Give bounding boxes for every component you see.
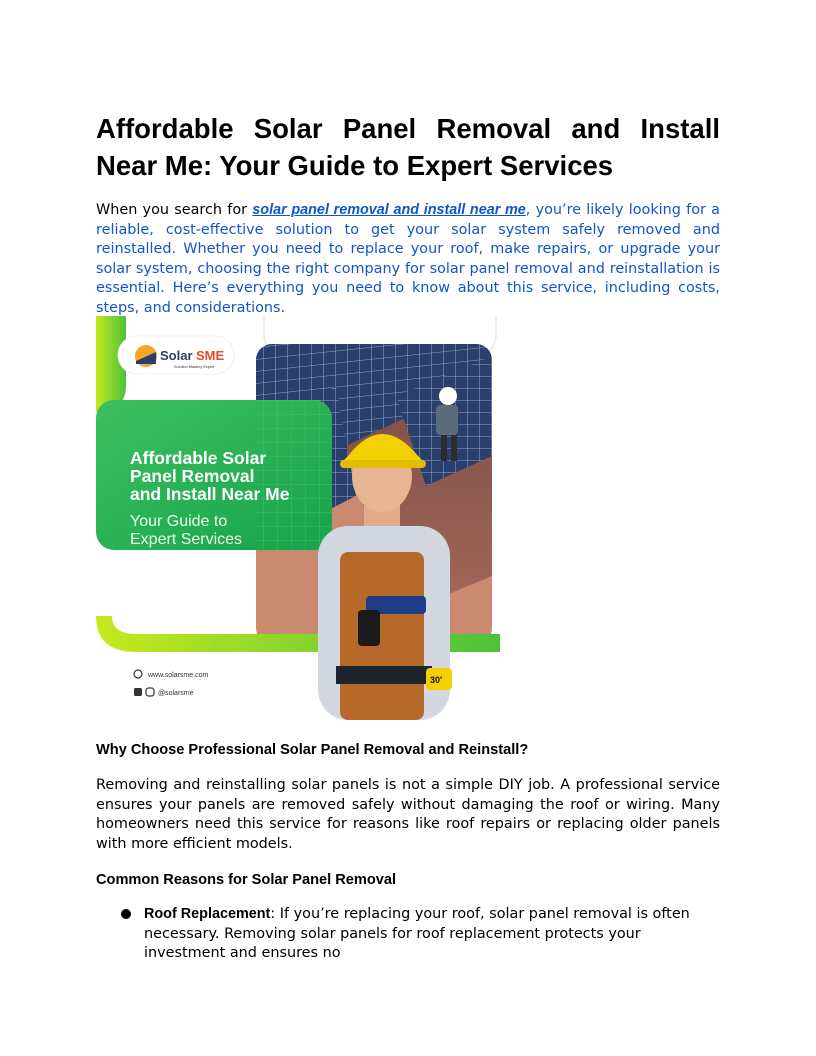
hero-social: @solarsme <box>158 690 194 697</box>
hero-sub-2: Expert Services <box>130 531 243 548</box>
intro-lead: When you search for <box>96 202 253 218</box>
bullet-icon <box>121 909 131 919</box>
intro-paragraph <box>96 201 720 318</box>
list-item-body: : If you’re replacing your roof, solar panel removal is often necessary. Removing solar panels for roof replacement protects your investment and ensures no <box>144 906 690 961</box>
section1-paragraph: Removing and reinstalling solar panels is not a simple DIY job. A professional service ensures your panels are removed safely without damaging the roof or wiring. Many homeowners need this service for reasons like roof repairs or replacing older panels with more efficient models. <box>96 777 720 852</box>
hero-website: www.solarsme.com <box>148 672 209 679</box>
tape-label: 30' <box>430 675 443 685</box>
logo-text-sme: SME <box>196 348 225 363</box>
logo-text-solar: Solar <box>160 348 193 363</box>
logo-tagline: Solution Mastery Expert <box>174 365 215 369</box>
intro-rest: , you’re likely looking for a reliable, cost-effective solution to get your solar system safely removed and reinstalled. Whether you need to replace your roof, make repairs, or upgrade your solar system, choosing the right company for solar panel removal and reinstallation is essential. Here’s everything you need to know about this service, including costs, steps, and considerations. <box>96 202 720 316</box>
list-item <box>96 905 720 964</box>
hero-image <box>96 316 500 720</box>
hero-headline-3: and Install Near Me <box>130 484 290 504</box>
hero-headline-1: Affordable Solar <box>130 448 267 468</box>
reasons-list <box>96 905 720 964</box>
section2-heading: Common Reasons for Solar Panel Removal <box>96 872 397 888</box>
hero-sub-1: Your Guide to <box>130 513 228 530</box>
section1-heading: Why Choose Professional Solar Panel Removal and Reinstall? <box>96 742 529 758</box>
hero-headline-2: Panel Removal <box>130 466 255 486</box>
page-title: Affordable Solar Panel Removal and Install Near Me: Your Guide to Expert Services <box>96 113 720 181</box>
hero-illustration <box>96 316 500 720</box>
intro-link[interactable]: solar panel removal and install near me <box>252 202 526 218</box>
list-item-text <box>144 905 704 964</box>
list-item-label: Roof Replacement <box>144 906 271 922</box>
